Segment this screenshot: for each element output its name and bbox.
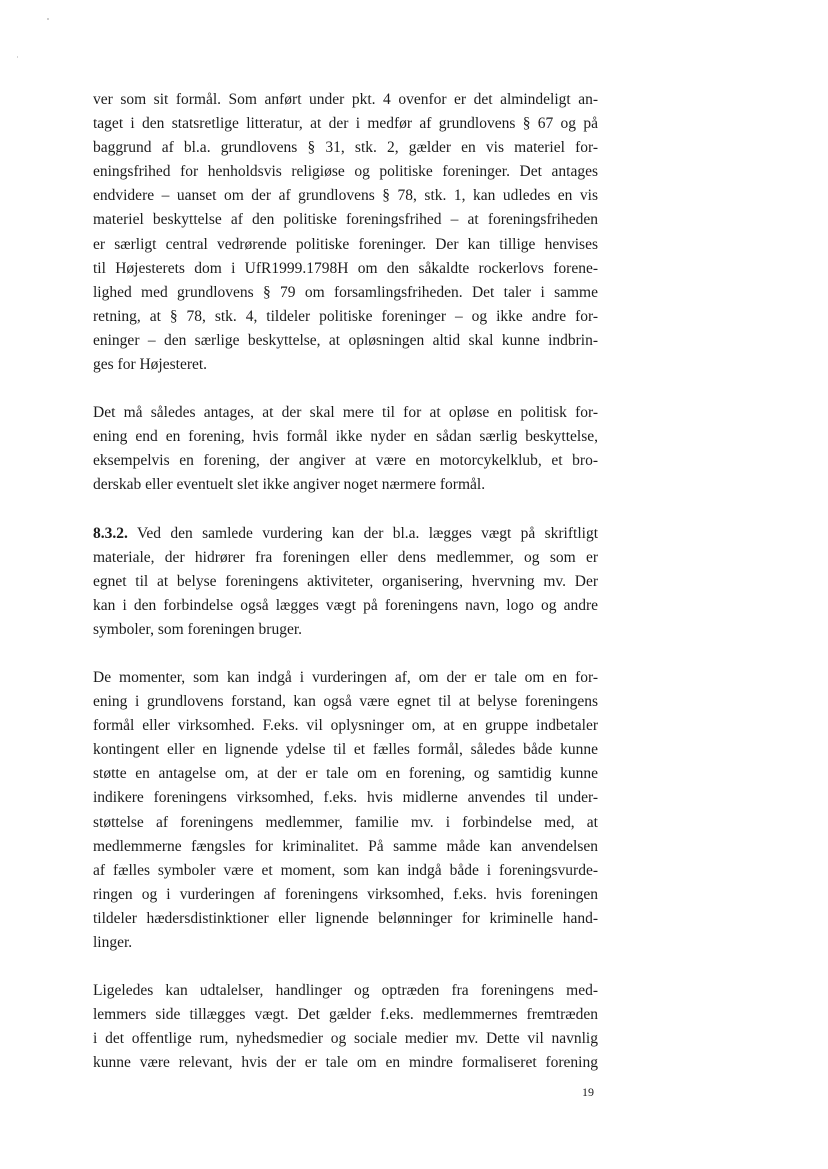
text-line: eninger – den særlige beskyttelse, at opløsningen altid skal kunne indbrin- — [93, 331, 598, 349]
paragraph — [93, 522, 598, 642]
text-line: eningsfrihed for henholdsvis religiøse og politiske foreninger. Det antages — [93, 163, 598, 181]
text-line: taget i den statsretlige litteratur, at der i medfør af grundlovens § 67 og på — [93, 115, 598, 133]
text-line — [93, 522, 598, 546]
text-line: Det må således antages, at der skal mere til for at opløse en politisk for- — [93, 404, 598, 422]
text-line-rest: Ved den samlede vurdering kan der bl.a. lægges vægt på skriftligt — [127, 524, 598, 542]
text-line: støttelse af foreningens medlemmer, familie mv. i forbindelse med, at — [93, 813, 598, 831]
text-line: støtte en antagelse om, at der er tale om en forening, og samtidig kunne — [93, 765, 598, 783]
paragraph-gap — [93, 955, 598, 979]
paragraph — [93, 88, 598, 377]
text-line: symboler, som foreningen bruger. — [93, 620, 303, 638]
text-line: ringen og i vurderingen af foreningens virksomhed, f.eks. hvis foreningen — [93, 885, 598, 903]
text-line: indikere foreningens virksomhed, f.eks. hvis midlerne anvendes til under- — [93, 789, 598, 807]
text-line: derskab eller eventuelt slet ikke angiver noget nærmere formål. — [93, 476, 486, 494]
text-line: ges for Højesteret. — [93, 356, 208, 374]
text-line: Ligeledes kan udtalelser, handlinger og optræden fra foreningens med- — [93, 982, 598, 1000]
text-line: De momenter, som kan indgå i vurderingen af, om der er tale om en for- — [93, 668, 598, 686]
paragraph — [93, 979, 598, 1075]
text-line: lighed med grundlovens § 79 om forsamlingsfriheden. Det taler i samme — [93, 283, 598, 301]
paragraph — [93, 666, 598, 955]
text-line: i det offentlige rum, nyhedsmedier og sociale medier mv. Dette vil navnlig — [93, 1030, 598, 1048]
text-line: af fælles symboler være et moment, som kan indgå både i foreningsvurde- — [93, 861, 598, 879]
text-line: retning, at § 78, stk. 4, tildeler politiske foreninger – og ikke andre for- — [93, 307, 598, 325]
text-line: endvidere – uanset om der af grundlovens § 78, stk. 1, kan udledes en vis — [93, 187, 598, 205]
text-line: lemmers side tillægges vægt. Det gælder f.eks. medlemmernes fremtræden — [93, 1006, 598, 1024]
text-line: egnet til at belyse foreningens aktiviteter, organisering, hvervning mv. Der — [93, 572, 598, 590]
text-line: kan i den forbindelse også lægges vægt på foreningens navn, logo og andre — [93, 596, 598, 614]
text-line: baggrund af bl.a. grundlovens § 31, stk. 2, gælder en vis materiel for- — [93, 139, 598, 157]
text-line: materiel beskyttelse af den politiske foreningsfrihed – at foreningsfriheden — [93, 211, 598, 229]
text-line: ening end en forening, hvis formål ikke nyder en sådan særlig beskyttelse, — [93, 428, 598, 446]
text-line: formål eller virksomhed. F.eks. vil oplysninger om, at en gruppe indbetaler — [93, 717, 598, 735]
text-line: kunne være relevant, hvis der er tale om en mindre formaliseret forening — [93, 1054, 598, 1072]
text-line: er særligt central vedrørende politiske foreninger. Der kan tillige henvises — [93, 235, 598, 253]
paragraph-gap — [93, 642, 598, 666]
text-line: ening i grundlovens forstand, kan også være egnet til at belyse foreningens — [93, 693, 598, 711]
paragraph-gap — [93, 498, 598, 522]
section-number: 8.3.2. — [93, 524, 128, 542]
text-line: kontingent eller en lignende ydelse til et fælles formål, således både kunne — [93, 741, 598, 759]
page-number: 19 — [582, 1085, 594, 1099]
paragraph-gap — [93, 377, 598, 401]
text-line: linger. — [93, 934, 133, 951]
text-line: tildeler hædersdistinktioner eller lignende belønninger for kriminelle hand- — [93, 909, 598, 927]
text-line: til Højesterets dom i UfR1999.1798H om den såkaldte rockerlovs forene- — [93, 259, 598, 277]
paragraph — [93, 401, 598, 497]
text-line: ver som sit formål. Som anført under pkt. 4 ovenfor er det almindeligt an- — [93, 91, 598, 108]
text-line: eksempelvis en forening, der angiver at være en motorcykelklub, et bro- — [93, 452, 598, 470]
text-line: materiale, der hidrører fra foreningen eller dens medlemmer, og som er — [93, 548, 598, 566]
document-body — [93, 88, 598, 1075]
scan-speck — [47, 18, 49, 20]
text-line: medlemmerne fængsles for kriminalitet. På samme måde kan anvendelsen — [93, 837, 598, 855]
scan-speck — [17, 56, 18, 58]
